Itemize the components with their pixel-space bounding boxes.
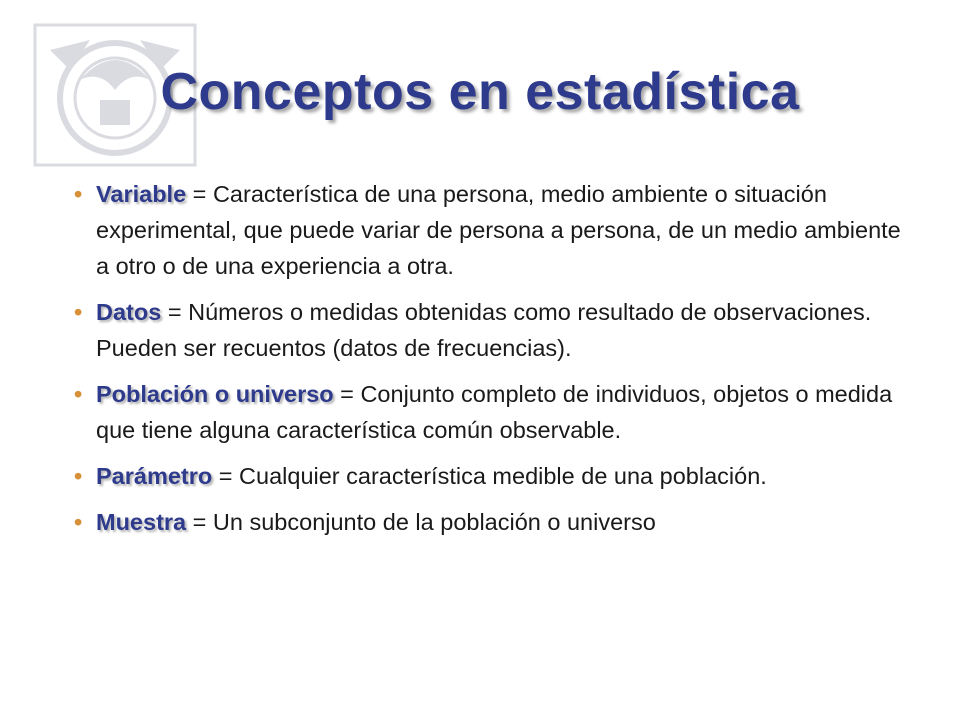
definition-text: Números o medidas obtenidas como resultado de observaciones. Pueden ser recuentos (datos de frecuencias). — [96, 299, 872, 361]
term-label: Variable — [96, 181, 187, 207]
list-item — [74, 376, 904, 448]
page-title: Conceptos en estadística — [160, 63, 800, 121]
definition-text: Un subconjunto de la población o universo — [212, 509, 656, 535]
list-item — [74, 458, 904, 494]
separator: = — [333, 381, 361, 407]
term-label: Parámetro — [96, 463, 213, 489]
separator: = — [186, 509, 213, 535]
bullet-icon: • — [74, 181, 83, 207]
bullet-icon: • — [74, 299, 83, 325]
separator: = — [212, 463, 240, 489]
list-item — [74, 294, 904, 366]
separator: = — [186, 181, 213, 207]
list-item — [74, 504, 904, 540]
term-label: Muestra — [96, 509, 187, 535]
definition-text: Conjunto completo de individuos, objetos o medida que tiene alguna característica común observable. — [96, 381, 893, 443]
term-label: Datos — [96, 299, 162, 325]
list-item — [74, 176, 904, 284]
definition-text: Cualquier característica medible de una población. — [239, 463, 767, 489]
bullet-icon: • — [74, 381, 83, 407]
separator: = — [161, 299, 189, 325]
bullet-icon: • — [74, 509, 83, 535]
term-label: Población o universo — [96, 381, 334, 407]
definition-text: Característica de una persona, medio ambiente o situación experimental, que puede variar de persona a persona, de un medio ambiente a otro o de una experiencia a otra. — [96, 181, 901, 279]
bullet-list — [74, 176, 904, 550]
bullet-icon: • — [74, 463, 83, 489]
